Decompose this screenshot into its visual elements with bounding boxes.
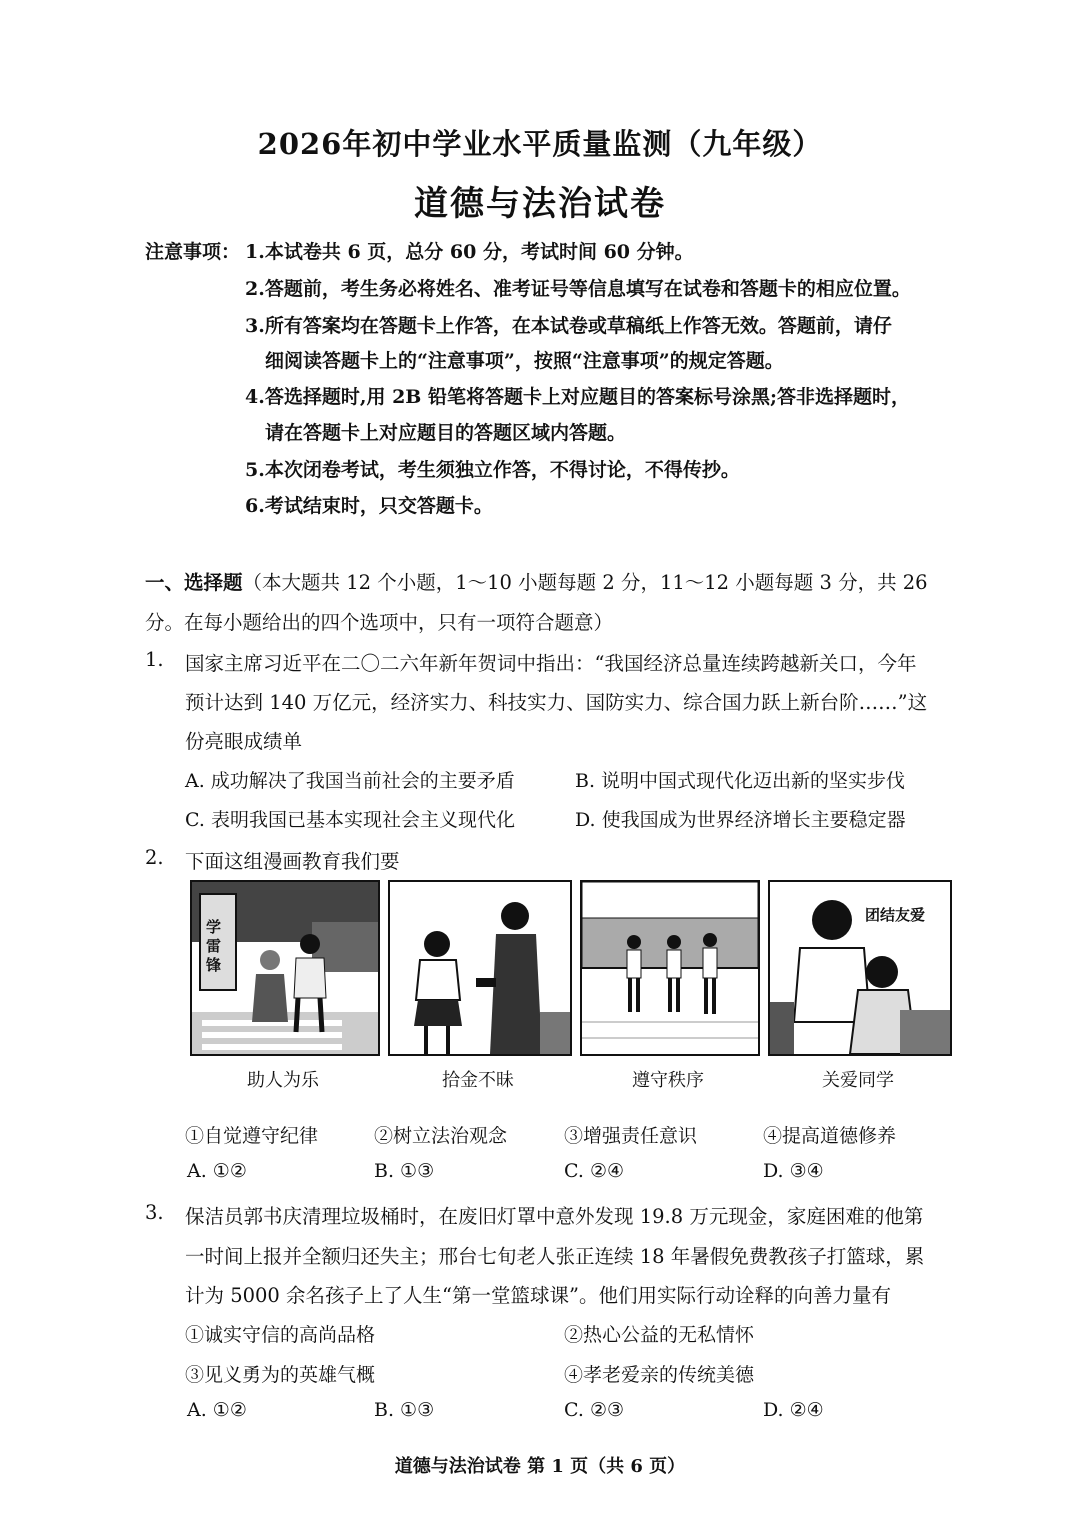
note-item: 请在答题卡上对应题目的答题区域内答题。 (265, 422, 627, 444)
note-item: 5.本次闭卷考试，考生须独立作答，不得讨论，不得传抄。 (245, 459, 740, 481)
comic-speech-label: 团结友爱 (865, 906, 926, 924)
section-desc: （本大题共 12 个小题，1～10 小题每题 2 分，11～12 小题每题 3 分，共 26 (242, 571, 928, 594)
q3-stem: 保洁员郭书庆清理垃圾桶时，在废旧灯罩中意外发现 19.8 万元现金，家庭困难的他第 (185, 1205, 924, 1228)
subject-title: 道德与法治试卷 (414, 184, 666, 224)
q2-item: ②树立法治观念 (374, 1125, 508, 1147)
q1-stem: 份亮眼成绩单 (185, 730, 303, 753)
comic-returning-illustration (390, 882, 570, 1054)
q2-item: ③增强责任意识 (564, 1125, 698, 1147)
q3-item: ①诚实守信的高尚品格 (185, 1324, 376, 1346)
q1-option-a: A. 成功解决了我国当前社会的主要矛盾 (185, 770, 515, 792)
q2-option-c: C. ②④ (564, 1160, 625, 1182)
q3-option-d: D. ②④ (763, 1399, 824, 1421)
q3-item: ②热心公益的无私情怀 (564, 1324, 755, 1346)
q2-option-d: D. ③④ (763, 1160, 824, 1182)
section-desc-2: 分。在每小题给出的四个选项中，只有一项符合题意） (145, 611, 614, 634)
comic-caption: 遵守秩序 (632, 1070, 704, 1091)
q3-stem: 计为 5000 余名孩子上了人生“第一堂篮球课”。他们用实际行动诠释的向善力量有 (185, 1284, 891, 1307)
comic-caption: 助人为乐 (247, 1070, 319, 1091)
q2-option-a: A. ①② (187, 1160, 247, 1182)
q2-option-b: B. ①③ (374, 1160, 435, 1182)
q3-stem: 一时间上报并全额归还失主；邢台七旬老人张正连续 18 年暑假免费教孩子打篮球，累 (185, 1245, 925, 1268)
note-item: 4.答选择题时,用 2B 铅笔将答题卡上对应题目的答案标号涂黑;答非选择题时， (245, 386, 910, 408)
note-item: 2.答题前，考生务必将姓名、准考证号等信息填写在试卷和答题卡的相应位置。 (245, 278, 911, 300)
q1-option-d: D. 使我国成为世界经济增长主要稳定器 (575, 809, 906, 831)
note-item: 1.本试卷共 6 页，总分 60 分，考试时间 60 分钟。 (245, 241, 694, 263)
q3-item: ④孝老爱亲的传统美德 (564, 1364, 755, 1386)
q3-option-a: A. ①② (187, 1399, 247, 1421)
q2-stem: 下面这组漫画教育我们要 (185, 850, 400, 873)
comic-caption: 关爱同学 (822, 1070, 894, 1091)
q3-item: ③见义勇为的英雄气概 (185, 1364, 376, 1386)
q1-stem: 国家主席习近平在二〇二六年新年贺词中指出：“我国经济总量连续跨越新关口，今年 (185, 652, 917, 675)
comic-panel-returning (388, 880, 572, 1056)
comic-panel-helping (190, 880, 380, 1056)
q2-number: 2. (145, 846, 164, 869)
exam-title: 2026年初中学业水平质量监测（九年级） (257, 127, 823, 161)
q3-option-c: C. ②③ (564, 1399, 625, 1421)
section-heading: 一、选择题 (145, 571, 243, 594)
comic-caption: 拾金不昧 (442, 1070, 514, 1091)
note-item: 6.考试结束时，只交答题卡。 (245, 495, 493, 517)
q1-option-b: B. 说明中国式现代化迈出新的坚实步伐 (575, 770, 906, 792)
q2-item: ①自觉遵守纪律 (185, 1125, 319, 1147)
q2-item: ④提高道德修养 (763, 1125, 897, 1147)
section-header (145, 567, 928, 595)
page-footer: 道德与法治试卷 第 1 页（共 6 页） (394, 1456, 686, 1477)
comic-panel-queue (580, 880, 760, 1056)
note-item: 3.所有答案均在答题卡上作答，在本试卷或草稿纸上作答无效。答题前，请仔 (245, 315, 892, 337)
q3-option-b: B. ①③ (374, 1399, 435, 1421)
q1-option-c: C. 表明我国已基本实现社会主义现代化 (185, 809, 515, 831)
q1-number: 1. (145, 648, 164, 671)
comic-queue-illustration (582, 882, 758, 1054)
note-item: 细阅读答题卡上的“注意事项”，按照“注意事项”的规定答题。 (265, 350, 784, 372)
comic-board-sign: 学雷锋 (206, 918, 222, 974)
q3-number: 3. (145, 1201, 164, 1224)
comic-panel-caring (768, 880, 952, 1056)
q1-stem: 预计达到 140 万亿元，经济实力、科技实力、国防实力、综合国力跃上新台阶……”这 (185, 691, 928, 714)
notes-label: 注意事项： (145, 241, 241, 263)
